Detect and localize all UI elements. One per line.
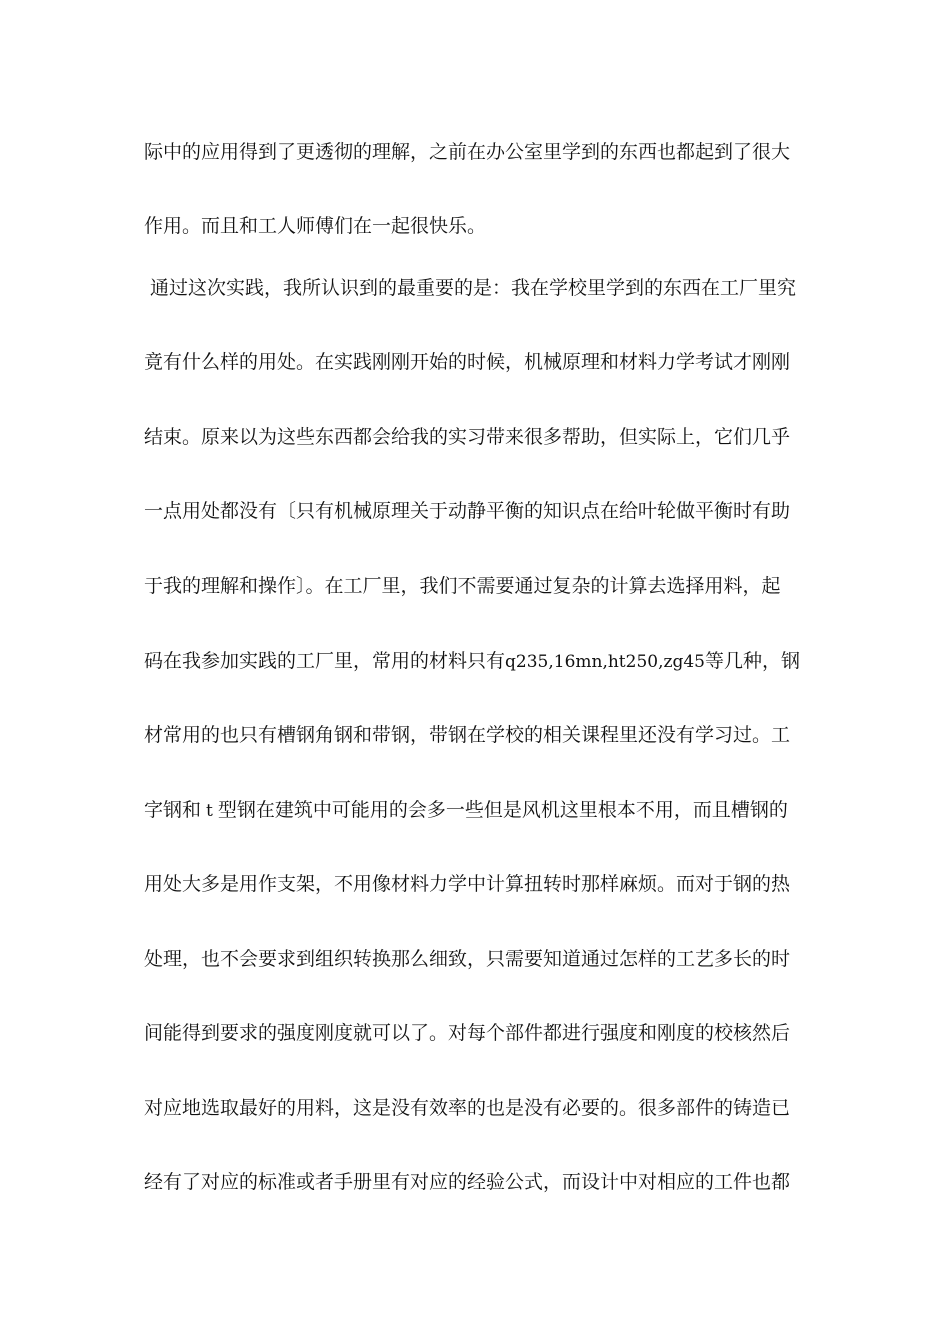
paragraph-line: 对应地选取最好的用料，这是没有效率的也是没有必要的。很多部件的铸造已 <box>144 1097 791 1119</box>
paragraph-line: 间能得到要求的强度刚度就可以了。对每个部件都进行强度和刚度的校核然后 <box>144 1022 791 1044</box>
paragraph-line: 竟有什么样的用处。在实践刚刚开始的时候，机械原理和材料力学考试才刚刚 <box>144 351 791 373</box>
paragraph-line: 处理，也不会要求到组织转换那么细致，只需要知道通过怎样的工艺多长的时 <box>144 948 791 970</box>
line-text: 型钢在建筑中可能用的会多一些但是风机这里根本不用，而且槽钢的 <box>217 799 788 821</box>
paragraph-line: 材常用的也只有槽钢角钢和带钢，带钢在学校的相关课程里还没有学习过。工 <box>144 724 791 746</box>
material-codes: q235,16mn,ht250,zg45 <box>505 652 705 672</box>
paragraph-line: 结束。原来以为这些东西都会给我的实习带来很多帮助，但实际上，它们几乎 <box>144 426 791 448</box>
steel-type-code: t <box>206 801 213 821</box>
paragraph-line: 一点用处都没有〔只有机械原理关于动静平衡的知识点在给叶轮做平衡时有助 <box>144 500 791 522</box>
line-text: 码在我参加实践的工厂里，常用的材料只有 <box>144 650 506 672</box>
paragraph-line: 经有了对应的标准或者手册里有对应的经验公式，而设计中对相应的工件也都 <box>144 1171 791 1193</box>
paragraph-line <box>144 798 824 823</box>
line-text: 字钢和 <box>144 799 202 821</box>
paragraph-line <box>144 649 824 674</box>
line-text: 等几种，钢 <box>704 650 800 672</box>
paragraph-line: 作用。而且和工人师傅们在一起很快乐。 <box>144 215 487 237</box>
paragraph-line: 用处大多是用作支架，不用像材料力学中计算扭转时那样麻烦。而对于钢的热 <box>144 873 791 895</box>
paragraph-line: 于我的理解和操作〕。在工厂里，我们不需要通过复杂的计算去选择用料，起 <box>144 575 781 597</box>
paragraph-line: 通过这次实践，我所认识到的最重要的是：我在学校里学到的东西在工厂里究 <box>150 277 797 299</box>
paragraph-line: 际中的应用得到了更透彻的理解，之前在办公室里学到的东西也都起到了很大 <box>144 141 791 163</box>
